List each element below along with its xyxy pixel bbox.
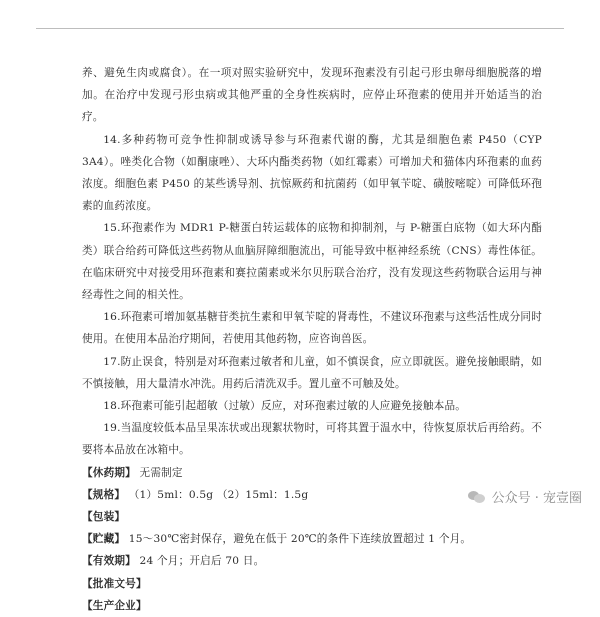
paragraph-19: 19.当温度较低本品呈果冻状或出现絮状物时，可将其置于温水中，待恢复原状后再给药。不要将本品放在冰箱中。 xyxy=(82,422,542,457)
spec-label: 【规格】 xyxy=(82,488,126,501)
manufacturer-field xyxy=(82,595,542,617)
header-rule xyxy=(36,28,564,29)
watermark-text: 公众号 · 宠壹圈 xyxy=(491,491,582,506)
paragraph-14: 14.多种药物可竞争性抑制或诱导参与环孢素代谢的酶，尤其是细胞色素 P450（CYP 3A4）。唑类化合物（如酮康唑）、大环内酯类药物（如红霉素）可增加犬和猫体内环孢素的血药浓度。细胞色素 P450 的某些诱导剂、抗惊厥药和抗菌药（如甲氧苄啶、磺胺嘧啶）可降低环孢素的血药浓度。 xyxy=(82,133,542,213)
paragraph-18: 18.环孢素可能引起超敏（过敏）反应，对环孢素过敏的人应避免接触本品。 xyxy=(103,400,467,413)
withdrawal-label: 【休药期】 xyxy=(82,466,136,479)
paragraph-16: 16.环孢素可增加氨基糖苷类抗生素和甲氧苄啶的肾毒性，不建议环孢素与这些活性成分同时使用。在使用本品治疗期间，若使用其他药物，应咨询兽医。 xyxy=(82,311,542,346)
validity-value: 24 个月；开启后 70 日。 xyxy=(139,555,265,568)
validity-label: 【有效期】 xyxy=(82,555,136,568)
package-label: 【包装】 xyxy=(82,511,126,524)
storage-value: 15～30℃密封保存，避免在低于 20℃的条件下连续放置超过 1 个月。 xyxy=(128,533,472,546)
withdrawal-value: 无需制定 xyxy=(139,466,183,479)
paragraph-15: 15.环孢素作为 MDR1 P-糖蛋白转运载体的底物和抑制剂，与 P-糖蛋白底物（如大环内酯类）联合给药可降低这些药物从血脑屏障细胞流出，可能导致中枢神经系统（CNS）毒性体征。在临床研究中对接受用环孢素和赛拉菌素或米尔贝肟联合治疗，没有发现这些药物联合运用与神经毒性之间的相关性。 xyxy=(82,222,542,302)
document-page xyxy=(82,62,542,617)
package-field xyxy=(82,506,542,528)
approval-label: 【批准文号】 xyxy=(82,577,147,590)
wechat-icon xyxy=(468,490,486,504)
validity-field xyxy=(82,550,542,572)
manufacturer-label: 【生产企业】 xyxy=(82,599,147,612)
paragraph-17: 17.防止误食，特别是对环孢素过敏者和儿童，如不慎误食，应立即就医。避免接触眼睛，如不慎接触，用大量清水冲洗。用药后清洗双手。置儿童不可触及处。 xyxy=(82,355,542,390)
approval-field xyxy=(82,573,542,595)
storage-field xyxy=(82,528,542,550)
paragraph-toxoplasma: 养、避免生肉或腐食）。在一项对照实验研究中，发现环孢素没有引起弓形虫卵母细胞脱落的增加。在治疗中发现弓形虫病或其他严重的全身性疾病时，应停止环孢素的使用并开始适当的治疗。 xyxy=(82,67,542,124)
spec-value: （1）5ml：0.5g （2）15ml：1.5g xyxy=(128,488,309,501)
storage-label: 【贮藏】 xyxy=(82,533,126,546)
watermark xyxy=(468,487,582,506)
withdrawal-field xyxy=(82,462,542,484)
